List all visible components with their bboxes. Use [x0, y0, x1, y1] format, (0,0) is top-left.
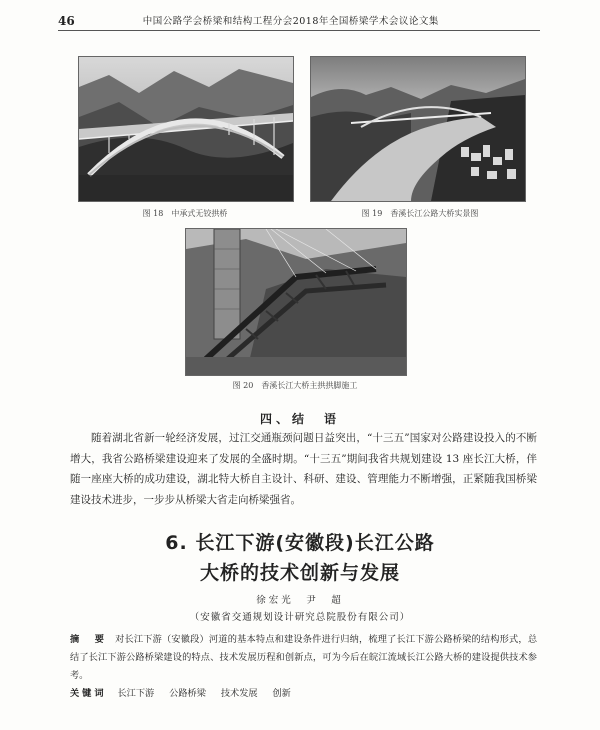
page-number: 46: [58, 14, 75, 28]
figure-19-photo: [310, 56, 526, 202]
figure-18-photo: [78, 56, 294, 202]
running-title: 中国公路学会桥梁和结构工程分会2018年全国桥梁学术会议论文集: [142, 16, 439, 27]
figure-19-caption: 图 19 香溪长江公路大桥实景图: [361, 209, 479, 218]
authors: 徐宏光 尹 超: [256, 595, 344, 606]
figure-18-caption: 图 18 中承式无铰拱桥: [142, 209, 228, 218]
article-title: [0, 528, 600, 588]
abstract-text: 对长江下游（安徽段）河道的基本特点和建设条件进行归纳，梳理了长江下游公路桥梁的结构形式，总结了长江下游公路桥梁建设的特点、技术发展历程和创新点，可为今后在皖江流域长江公路大桥的建设提供技术参考。: [70, 634, 538, 681]
section-heading: 四、结 语: [259, 412, 340, 426]
river-bridge-illustration: [311, 57, 525, 201]
abstract: [70, 631, 537, 685]
conclusion-paragraph: 随着湖北省新一轮经济发展，过江交通瓶颈问题日益突出，“十三五”国家对公路建设投入的不断增大，我省公路桥梁建设迎来了发展的全盛时期。“十三五”期间我省共规划建设 13 座长江大桥，伴随一座座大桥的成功建设，湖北特大桥自主设计、科研、建设、管理能力不断增强，正紧随我国桥梁建设技术进步，一步步从桥梁大省走向桥梁强省。: [70, 432, 537, 506]
page-header: [58, 10, 540, 31]
keywords-label: 关键词: [70, 688, 107, 699]
arch-bridge-illustration: [79, 57, 293, 201]
keyword: 公路桥梁: [169, 688, 206, 699]
abstract-label: 摘 要: [70, 634, 108, 645]
keyword: 长江下游: [117, 688, 155, 699]
figure-20-caption: 图 20 香溪长江大桥主拱拱脚施工: [232, 381, 358, 390]
article-title-line-2: 大桥的技术创新与发展: [199, 562, 400, 584]
figure-20-photo: [185, 228, 407, 376]
arch-construction-illustration: [186, 229, 406, 375]
affiliation: （安徽省交通规划设计研究总院股份有限公司）: [189, 612, 411, 623]
keyword: 创新: [272, 688, 291, 699]
keyword: 技术发展: [220, 688, 258, 699]
article-title-line-1: 6. 长江下游(安徽段)长江公路: [165, 532, 435, 554]
keywords: [70, 685, 537, 703]
